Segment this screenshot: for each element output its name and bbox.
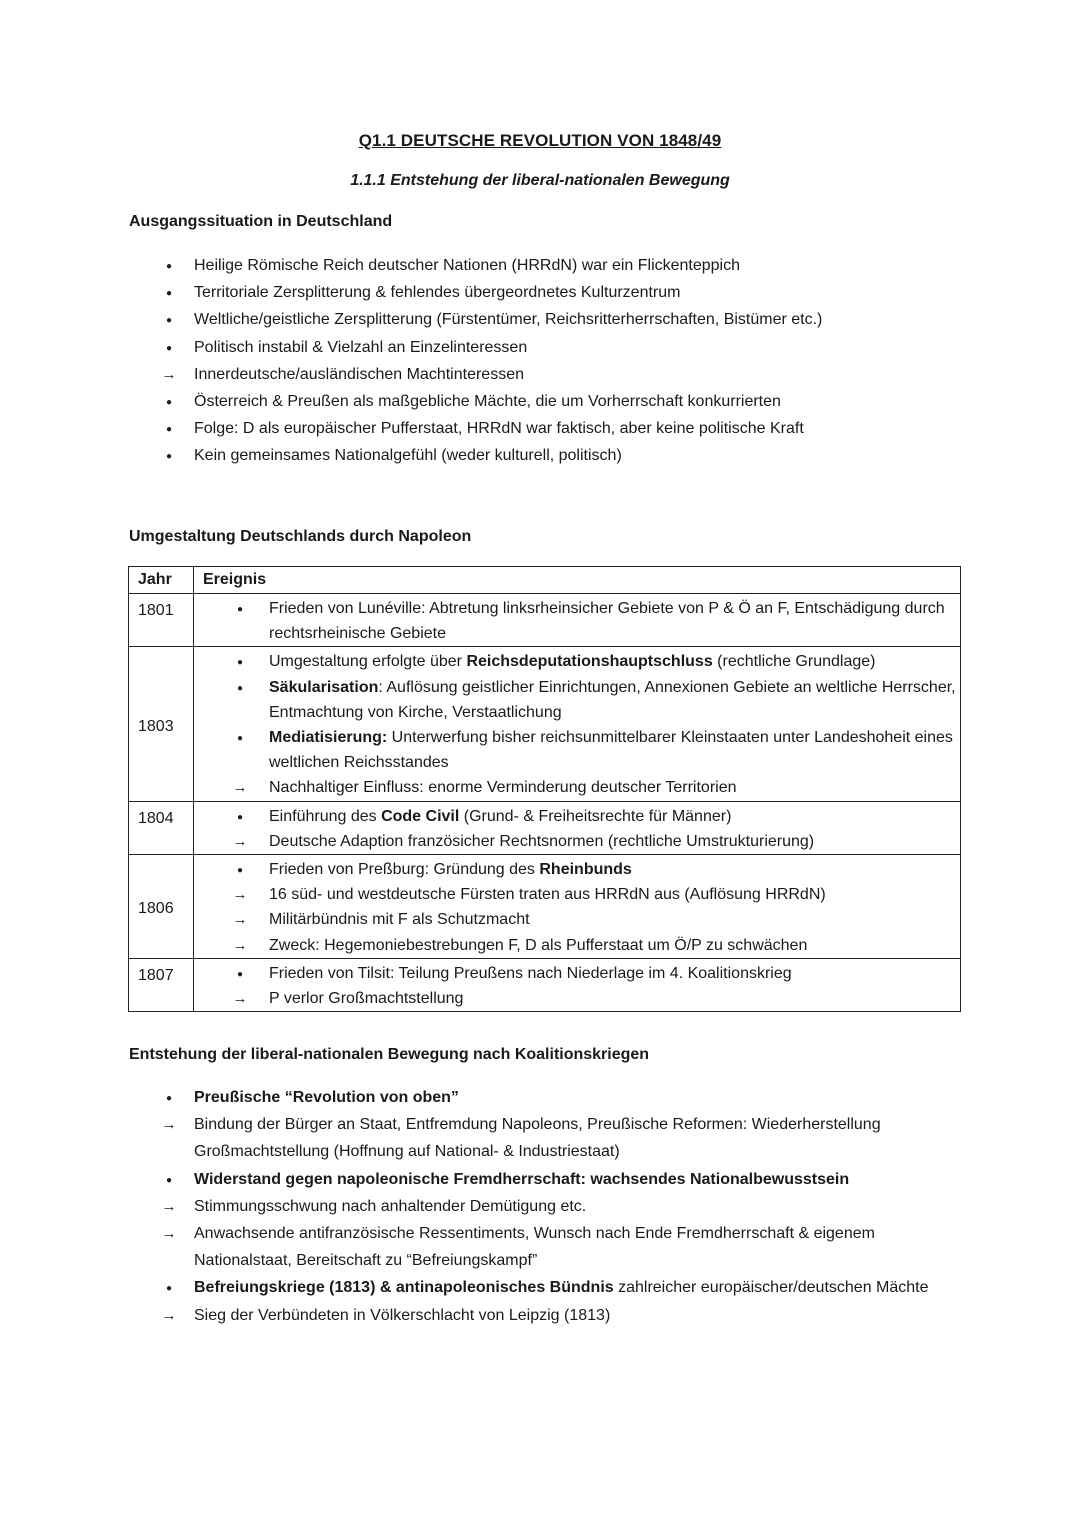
year-cell: 1807 bbox=[129, 958, 194, 1011]
bold-text: Widerstand gegen napoleonische Fremdherrschaft: wachsendes Nationalbewusstsein bbox=[194, 1170, 850, 1188]
napoleon-events-table bbox=[128, 566, 961, 1012]
arrow-icon bbox=[159, 1193, 179, 1220]
event-cell bbox=[194, 594, 961, 647]
list-bewegung bbox=[129, 1084, 959, 1329]
arrow-icon bbox=[230, 986, 250, 1011]
arrow-icon bbox=[230, 882, 250, 907]
bullet-icon bbox=[230, 675, 250, 702]
item-text: 16 süd- und westdeutsche Fürsten traten aus HRRdN aus (Auflösung HRRdN) bbox=[269, 886, 826, 904]
table-row bbox=[129, 958, 961, 1011]
page-title: Q1.1 DEUTSCHE REVOLUTION VON 1848/49 bbox=[358, 131, 722, 150]
bold-text: Säkularisation bbox=[269, 678, 379, 696]
bullet-icon bbox=[230, 804, 250, 831]
bold-text: Reichsdeputationshauptschluss bbox=[466, 653, 713, 671]
item-text: Frieden von Preßburg: Gründung des bbox=[269, 861, 540, 879]
event-cell bbox=[194, 958, 961, 1011]
item-text: Sieg der Verbündeten in Völkerschlacht von Leipzig (1813) bbox=[194, 1306, 611, 1324]
list-item bbox=[129, 252, 959, 279]
column-header-year: Jahr bbox=[129, 567, 194, 594]
bullet-icon bbox=[159, 442, 179, 471]
bullet-icon bbox=[159, 252, 179, 281]
list-item bbox=[129, 388, 959, 415]
item-text: (Grund- & Freiheitsrechte für Männer) bbox=[459, 807, 732, 825]
item-text: Kein gemeinsames Nationalgefühl (weder kulturell, politisch) bbox=[194, 447, 622, 465]
list-item bbox=[129, 1193, 959, 1220]
year-cell: 1801 bbox=[129, 594, 194, 647]
list-ausgangssituation bbox=[129, 252, 959, 470]
bullet-icon bbox=[159, 306, 179, 335]
list-item bbox=[129, 306, 959, 333]
list-item bbox=[129, 1166, 959, 1193]
list-item bbox=[194, 933, 960, 958]
bullet-icon bbox=[159, 1274, 179, 1303]
list-item bbox=[129, 1302, 959, 1329]
item-text: Bindung der Bürger an Staat, Entfremdung Napoleons, Preußische Reformen: Wiederherstellung Großmachtstellung (Hoffnung auf National- & Industriestaat) bbox=[194, 1116, 881, 1161]
section-heading-bewegung: Entstehung der liberal-nationalen Bewegung nach Koalitionskriegen bbox=[129, 1046, 650, 1063]
table-row bbox=[129, 594, 961, 647]
bullet-icon bbox=[159, 388, 179, 417]
item-text: Frieden von Lunéville: Abtretung linksrheinsicher Gebiete von P & Ö an F, Entschädigung durch rechtsrheinische Gebiete bbox=[269, 600, 945, 643]
item-text: Militärbündnis mit F als Schutzmacht bbox=[269, 911, 530, 929]
event-cell bbox=[194, 647, 961, 801]
bullet-icon bbox=[159, 279, 179, 308]
item-text: Unterwerfung bisher reichsunmittelbarer Kleinstaaten unter Landeshoheit eines weltlichen Reichsstandes bbox=[269, 729, 953, 772]
list-item bbox=[194, 907, 960, 932]
year-cell: 1804 bbox=[129, 801, 194, 854]
list-item bbox=[129, 361, 959, 388]
item-text: P verlor Großmachtstellung bbox=[269, 990, 464, 1008]
item-text: Deutsche Adaption französicher Rechtsnormen (rechtliche Umstrukturierung) bbox=[269, 832, 815, 850]
item-text: Einführung des bbox=[269, 807, 382, 825]
list-item bbox=[194, 961, 960, 986]
arrow-icon bbox=[230, 829, 250, 854]
list-item bbox=[129, 1274, 959, 1301]
section-heading-ausgangssituation: Ausgangssituation in Deutschland bbox=[129, 213, 393, 230]
column-header-event: Ereignis bbox=[194, 567, 961, 594]
bold-text: Befreiungskriege (1813) & antinapoleonisches Bündnis bbox=[194, 1279, 614, 1297]
item-text: Nachhaltiger Einfluss: enorme Verminderung deutscher Territorien bbox=[269, 779, 737, 797]
list-item bbox=[129, 279, 959, 306]
event-cell bbox=[194, 855, 961, 959]
list-item bbox=[194, 882, 960, 907]
list-item bbox=[194, 829, 960, 854]
list-item bbox=[194, 804, 960, 829]
bullet-icon bbox=[230, 596, 250, 623]
item-text: Anwachsende antifranzösische Ressentiments, Wunsch nach Ende Fremdherrschaft & eigenem Nationalstaat, Bereitschaft zu “Befreiungskampf” bbox=[194, 1225, 875, 1270]
list-item bbox=[194, 725, 960, 775]
list-item bbox=[194, 675, 960, 725]
list-item bbox=[194, 857, 960, 882]
arrow-icon bbox=[159, 361, 179, 388]
item-text: Territoriale Zersplitterung & fehlendes übergeordnetes Kulturzentrum bbox=[194, 284, 681, 302]
list-item bbox=[129, 1220, 959, 1274]
bullet-icon bbox=[159, 334, 179, 363]
list-item bbox=[194, 986, 960, 1011]
arrow-icon bbox=[230, 933, 250, 958]
bold-text: Mediatisierung: bbox=[269, 729, 388, 747]
year-cell: 1803 bbox=[129, 647, 194, 801]
event-cell bbox=[194, 801, 961, 854]
year-cell: 1806 bbox=[129, 855, 194, 959]
item-text: (rechtliche Grundlage) bbox=[712, 653, 876, 671]
list-item bbox=[194, 596, 960, 646]
arrow-icon bbox=[159, 1302, 179, 1329]
bullet-icon bbox=[159, 415, 179, 444]
item-text: Heilige Römische Reich deutscher Nationen (HRRdN) war ein Flickenteppich bbox=[194, 257, 741, 274]
bullet-icon bbox=[230, 961, 250, 988]
table-row bbox=[129, 647, 961, 801]
page-subtitle: 1.1.1 Entstehung der liberal-nationalen Bewegung bbox=[350, 172, 730, 189]
bold-text: Code Civil bbox=[381, 807, 460, 825]
bold-text: Preußische “Revolution von oben” bbox=[194, 1089, 459, 1106]
arrow-icon bbox=[159, 1220, 179, 1247]
item-text: Zweck: Hegemoniebestrebungen F, D als Pufferstaat um Ö/P zu schwächen bbox=[269, 936, 808, 954]
list-item bbox=[129, 1084, 959, 1111]
section-heading-napoleon: Umgestaltung Deutschlands durch Napoleon bbox=[129, 528, 472, 545]
list-item bbox=[129, 334, 959, 361]
arrow-icon bbox=[159, 1111, 179, 1138]
list-item bbox=[129, 415, 959, 442]
item-text: Österreich & Preußen als maßgebliche Mächte, die um Vorherrschaft konkurrierten bbox=[194, 393, 781, 411]
item-text: Innerdeutsche/ausländischen Machtinteressen bbox=[194, 365, 524, 383]
item-text: : Auflösung geistlicher Einrichtungen, Annexionen Gebiete an weltliche Herrscher, Entmachtung von Kirche, Verstaatlichung bbox=[269, 678, 956, 721]
item-text: Frieden von Tilsit: Teilung Preußens nach Niederlage im 4. Koalitionskrieg bbox=[269, 964, 792, 982]
item-text: Politisch instabil & Vielzahl an Einzelinteressen bbox=[194, 338, 528, 356]
bullet-icon bbox=[159, 1166, 179, 1195]
arrow-icon bbox=[230, 775, 250, 800]
bullet-icon bbox=[159, 1084, 179, 1113]
list-item bbox=[129, 442, 959, 469]
bullet-icon bbox=[230, 857, 250, 884]
item-text: Umgestaltung erfolgte über bbox=[269, 653, 467, 671]
bullet-icon bbox=[230, 649, 250, 676]
item-text: Folge: D als europäischer Pufferstaat, HRRdN war faktisch, aber keine politische Kraft bbox=[194, 420, 804, 438]
bold-text: Rheinbunds bbox=[539, 861, 632, 879]
table-row bbox=[129, 855, 961, 959]
arrow-icon bbox=[230, 907, 250, 932]
bullet-icon bbox=[230, 725, 250, 752]
item-text: zahlreicher europäischer/deutschen Mächte bbox=[613, 1279, 929, 1297]
list-item bbox=[194, 775, 960, 800]
table-row bbox=[129, 801, 961, 854]
table-header-row bbox=[129, 567, 961, 594]
list-item bbox=[129, 1111, 959, 1165]
item-text: Stimmungsschwung nach anhaltender Demütigung etc. bbox=[194, 1197, 587, 1215]
list-item bbox=[194, 649, 960, 674]
item-text: Weltliche/geistliche Zersplitterung (Fürstentümer, Reichsritterherrschaften, Bistümer etc.) bbox=[194, 311, 823, 329]
